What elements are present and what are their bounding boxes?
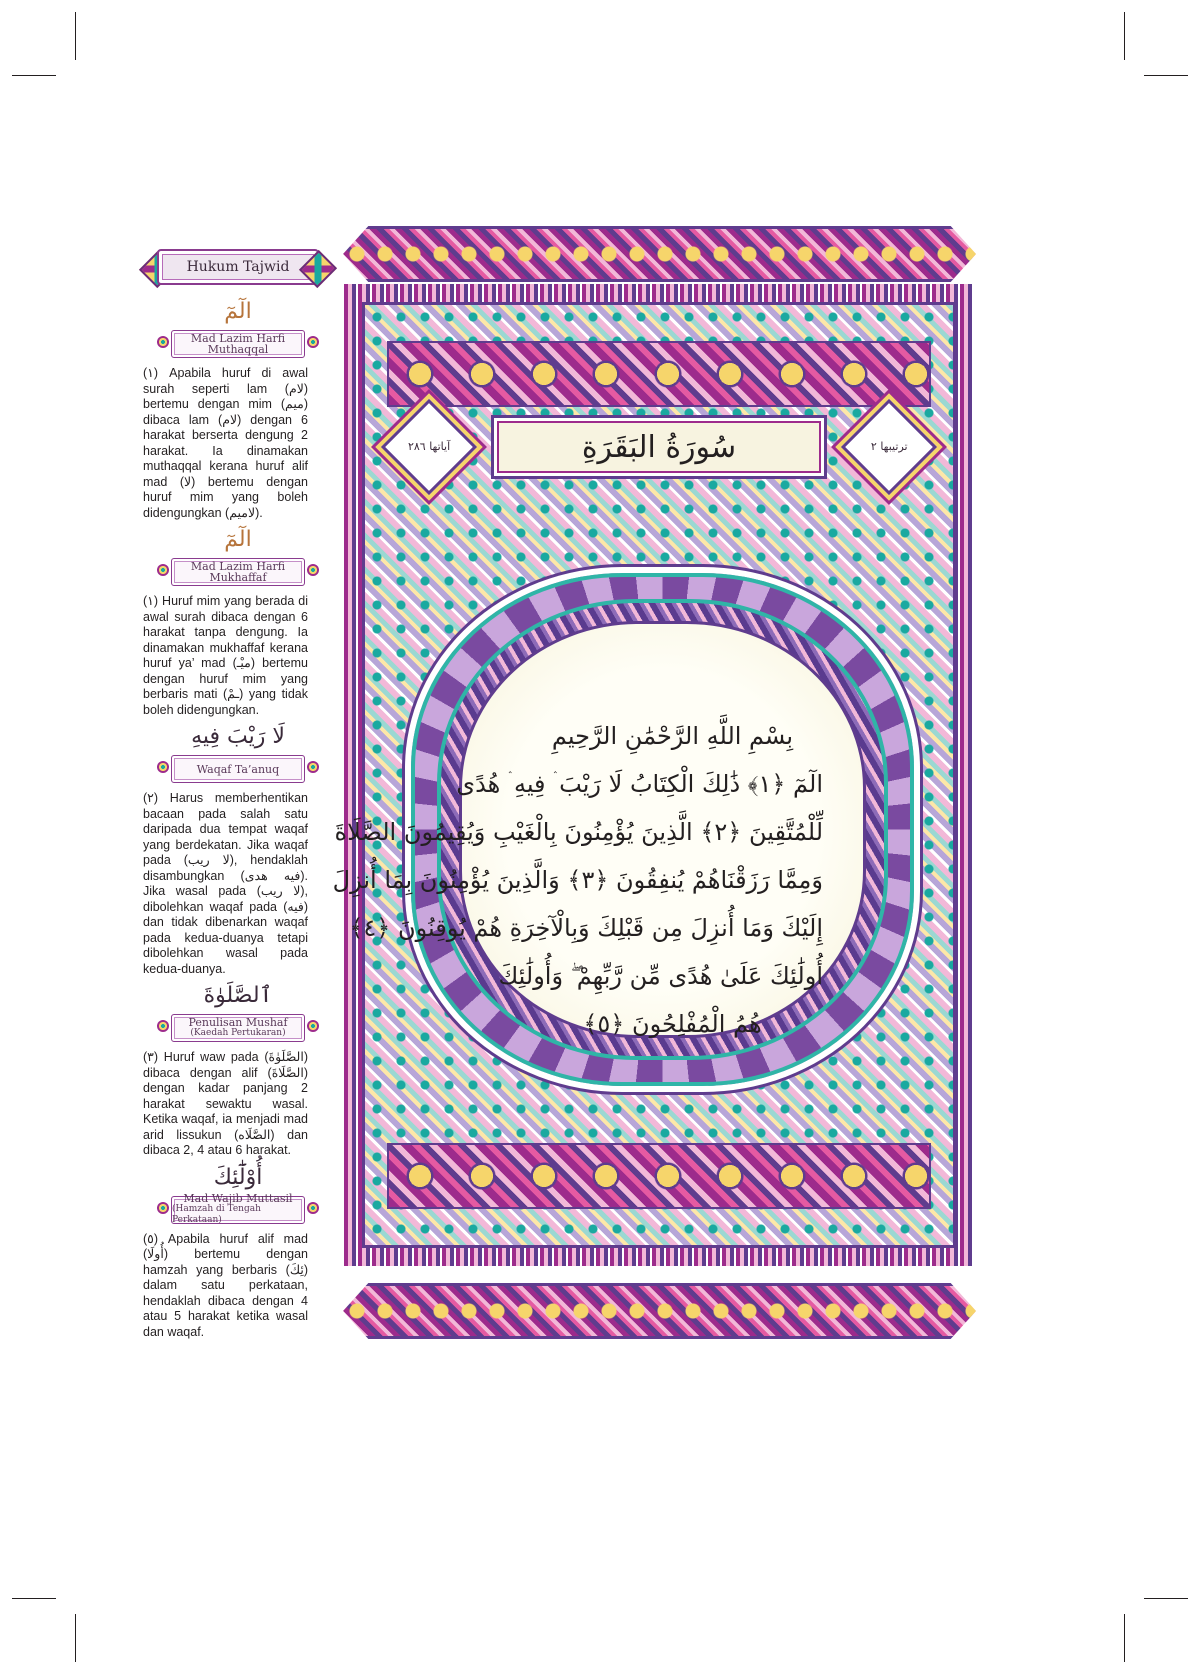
mushaf-inner-frame (332, 302, 956, 1248)
verse-line: الٓمٓ ﴿١﴾ ذَٰلِكَ الْكِتَابُ لَا رَيْبَ ۛ فِيهِ ۛ هُدًى (456, 770, 823, 798)
rule-label (157, 753, 319, 785)
top-ornament-band (343, 226, 976, 282)
rule-subname: Mukhaffaf (209, 571, 267, 584)
arabic-term: الٓمٓ (224, 527, 252, 552)
tajwid-section (143, 724, 333, 977)
crop-mark (75, 1614, 76, 1662)
rule-name: Penulisan Mushaf (188, 1016, 288, 1029)
tajwid-section (143, 1165, 333, 1341)
tajwid-sidebar (143, 243, 333, 1344)
sidebar-title: Hukum Tajwid (157, 249, 319, 285)
rule-label (157, 556, 319, 588)
top-tile-strip (387, 341, 931, 407)
verse-line: وَمِمَّا رَزَقْنَاهُمْ يُنفِقُونَ ﴿٣﴾ وَالَّذِينَ يُؤْمِنُونَ بِمَا أُنزِلَ (332, 866, 823, 894)
ornament-icon (157, 1202, 169, 1214)
ayah-count-medallion (381, 399, 477, 495)
mushaf-frame (332, 284, 974, 1266)
crop-mark (75, 12, 76, 60)
rule-description: (١) Apabila huruf di awal surah seperti lam (لام) bertemu dengan mim (ميم) dibaca lam (لام) dengan 6 harakat berserta dengung 2 harakat. Ia dinamakan muthaqqal kerana huruf alif mad (لا) bertemu dengan huruf mim yang boleh didengungkan (لاميم). (143, 366, 308, 520)
verses (332, 712, 823, 1048)
ornament-icon (307, 761, 319, 773)
verse-panel (332, 621, 866, 1038)
bottom-tile-strip (387, 1143, 931, 1209)
verse-line: أُولَٰئِكَ عَلَىٰ هُدًى مِّن رَّبِّهِمْ ۖ وَأُولَٰئِكَ (498, 962, 823, 990)
verse-line: إِلَيْكَ وَمَا أُنزِلَ مِن قَبْلِكَ وَبِالْآخِرَةِ هُمْ يُوقِنُونَ ﴿٤﴾ (349, 914, 823, 942)
ornament-icon (307, 564, 319, 576)
rule-description: (٣) Huruf waw pada (الصَّلَوٰةَ) dibaca dengan alif (الصَّلَاةَ) dengan kadar panjang 2 harakat sewaktu wasal. Ketika waqaf, ia menjadi mad arid lissukun (الصَّلَاه) dan dibaca 2, 4 atau 6 harakat. (143, 1050, 308, 1157)
rule-name: Waqaf Ta’anuq (196, 762, 280, 776)
rule-name: Mad Lazim Harfi (190, 332, 286, 345)
ornament-icon (307, 1202, 319, 1214)
rule-label (157, 328, 319, 360)
ayah-count: آياتها ٢٨٦ (407, 440, 451, 453)
rule-name: Mad Wajib Muttasil (183, 1192, 293, 1205)
rule-label (157, 1194, 319, 1226)
tajwid-section (143, 299, 333, 521)
verse-cartouche-ring (332, 599, 888, 1060)
rule-description: (٥) Apabila huruf alif mad (أُولَا) bertemu dengan hamzah yang berbaris (ئِكَ) dalam satu perkataan, hendaklah dibaca dengan 4 atau 5 harakat ketika wasal dan waqaf. (143, 1231, 308, 1339)
rule-label (157, 1012, 319, 1044)
surah-order-medallion (841, 399, 937, 495)
crop-mark (12, 1598, 56, 1599)
tajwid-section (143, 983, 333, 1159)
rule-description: (١) Huruf mim yang berada di awal surah dibaca dengan 6 harakat tanpa dengung. Ia dinamakan mukhaffaf kerana huruf ya’ mad (ميْـ) bertemu dengan huruf mim yang berbaris mati (ـمْ) yang tidak boleh didengungkan. (143, 594, 308, 717)
ornament-icon (157, 1020, 169, 1032)
ornament-icon (157, 564, 169, 576)
ornament-icon (307, 336, 319, 348)
ornament-icon (157, 336, 169, 348)
arabic-term: أُوْلَٰٓئِكَ (213, 1164, 263, 1190)
arabic-term: لَا رَيْبَ فِيهِ (191, 724, 285, 749)
crop-mark (1144, 75, 1188, 76)
rule-description: (٢) Harus memberhentikan bacaan pada salah satu daripada dua tempat waqaf yang berdekatan. Jika waqaf pada (لا ريب), hendaklah disambungkan (فيه هدى). Jika wasal pada (لا ريب), dibolehkan waqaf pada (فيه) dan tidak dibenarkan waqaf pada kedua-duanya tetapi dibolehkan wasal pada kedua-duanya. (143, 791, 308, 976)
crop-mark (12, 75, 56, 76)
rule-subname: Muthaqqal (207, 343, 269, 356)
rule-subname: (Hamzah di Tengah Perkataan) (172, 1204, 261, 1225)
crop-mark (1144, 1598, 1188, 1599)
verse-cartouche (332, 573, 914, 1086)
sidebar-title-plate (143, 243, 333, 291)
rule-name: Mad Lazim Harfi (190, 560, 286, 573)
crop-mark (1124, 12, 1125, 60)
ornament-icon (157, 761, 169, 773)
bottom-ornament-band (343, 1283, 976, 1339)
surah-title: سُورَةُ البَقَرَةِ (491, 415, 827, 479)
arabic-term: ٱلصَّلَوٰةَ (203, 983, 273, 1008)
tajwid-section (143, 527, 333, 718)
surah-title-row (395, 411, 923, 483)
crop-mark (1124, 1614, 1125, 1662)
rule-subname: (Kaedah Pertukaran) (190, 1028, 286, 1038)
arabic-term: الٓمٓ (224, 299, 252, 324)
ornament-icon (307, 1020, 319, 1032)
basmala: بِسْمِ اللَّهِ الرَّحْمَٰنِ الرَّحِيمِ (551, 722, 794, 750)
verse-line: هُمُ الْمُفْلِحُونَ ﴿٥﴾ (583, 1010, 762, 1038)
verse-line: لِّلْمُتَّقِينَ ﴿٢﴾ الَّذِينَ يُؤْمِنُونَ بِالْغَيْبِ وَيُقِيمُونَ الصَّلَاةَ (334, 818, 823, 846)
surah-order: ترتيبها ٢ (870, 439, 908, 453)
